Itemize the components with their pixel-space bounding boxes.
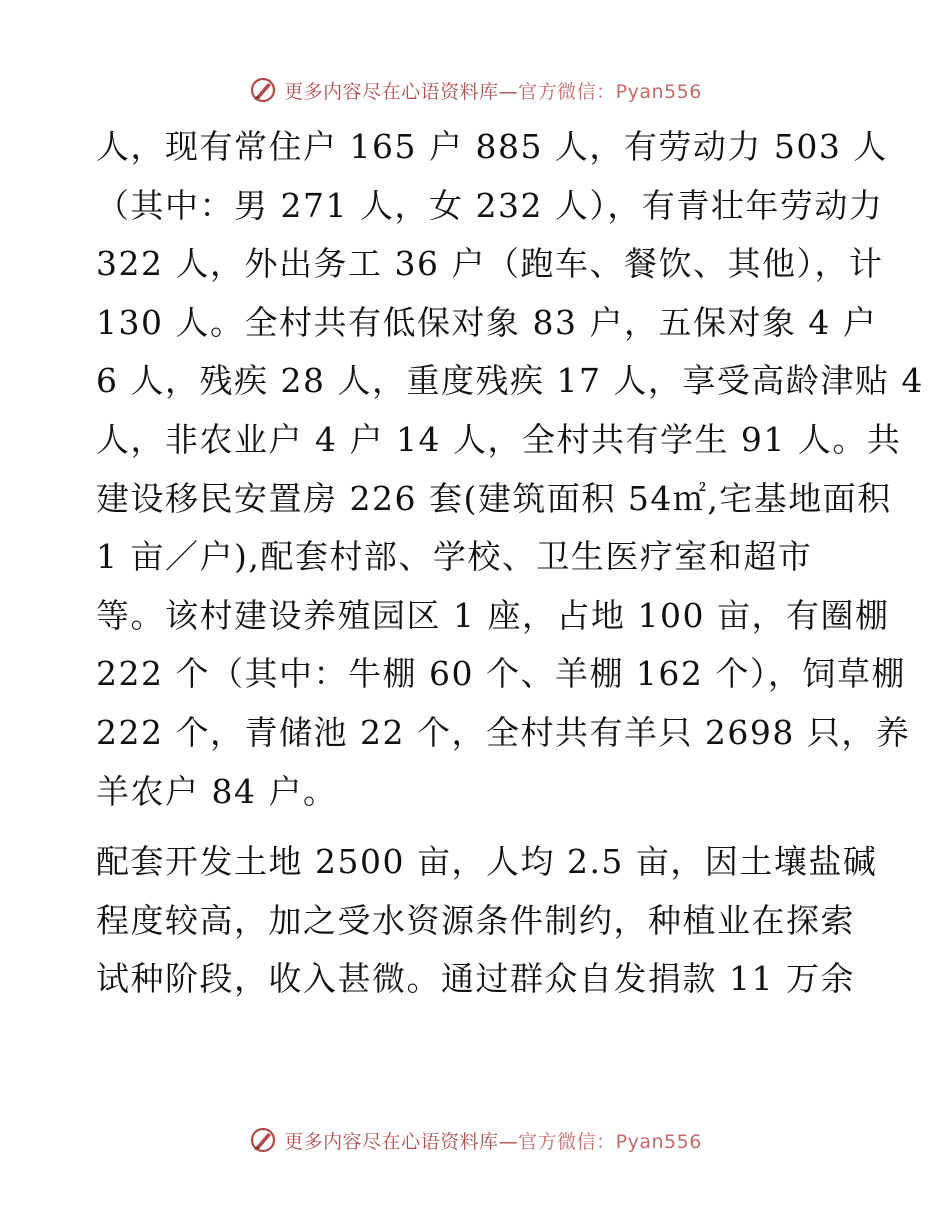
paragraph-1	[96, 118, 924, 821]
header-banner-dash: —	[498, 80, 519, 103]
text-line: 配套开发土地 2500 亩，人均 2.5 亩，因土壤盐碱	[96, 842, 878, 882]
paragraph-spacer	[96, 821, 856, 833]
text-line: 程度较高，加之受水资源条件制约，种植业在探索	[96, 900, 855, 940]
header-banner-main: 更多内容尽在心语资料库	[284, 80, 499, 103]
footer-banner-wechat: 官方微信：Pyan556	[518, 1130, 702, 1153]
text-line: 试种阶段，收入甚微。通过群众自发捐款 11 万余	[96, 959, 855, 999]
text-line: 6 人，残疾 28 人，重度残疾 17 人，享受高龄津贴 4	[96, 361, 924, 401]
text-line: 222 个（其中：牛棚 60 个、羊棚 162 个），饲草棚	[96, 654, 906, 694]
text-line: 人，现有常住户 165 户 885 人，有劳动力 503 人	[96, 127, 888, 166]
header-banner-text	[284, 77, 702, 104]
footer-banner-main: 更多内容尽在心语资料库	[284, 1130, 499, 1153]
pen-logo-icon	[248, 1125, 278, 1155]
footer-banner	[0, 1120, 950, 1160]
header-banner	[0, 70, 950, 110]
text-line: 222 个，青储池 22 个，全村共有羊只 2698 只，养	[96, 712, 911, 752]
pen-logo-icon	[248, 75, 278, 105]
text-line: 322 人，外出务工 36 户（跑车、餐饮、其他），计	[96, 244, 884, 284]
text-line: （其中：男 271 人，女 232 人），有青壮年劳动力	[96, 185, 884, 225]
footer-banner-text	[284, 1127, 702, 1154]
text-line: 建设移民安置房 226 套(建筑面积 54㎡,宅基地面积	[96, 478, 892, 518]
text-line: 等。该村建设养殖园区 1 座，占地 100 亩，有圈棚	[96, 595, 890, 635]
text-line: 人，非农业户 4 户 14 人，全村共有学生 91 人。共	[96, 419, 902, 459]
paragraph-2	[96, 833, 878, 1009]
text-line: 130 人。全村共有低保对象 83 户，五保对象 4 户	[96, 302, 878, 342]
footer-banner-dash: —	[498, 1130, 519, 1153]
text-line: 羊农户 84 户。	[96, 771, 338, 811]
document-body	[96, 118, 924, 1009]
text-line: 1 亩／户),配套村部、学校、卫生医疗室和超市	[96, 537, 813, 577]
header-banner-wechat: 官方微信：Pyan556	[518, 80, 702, 103]
